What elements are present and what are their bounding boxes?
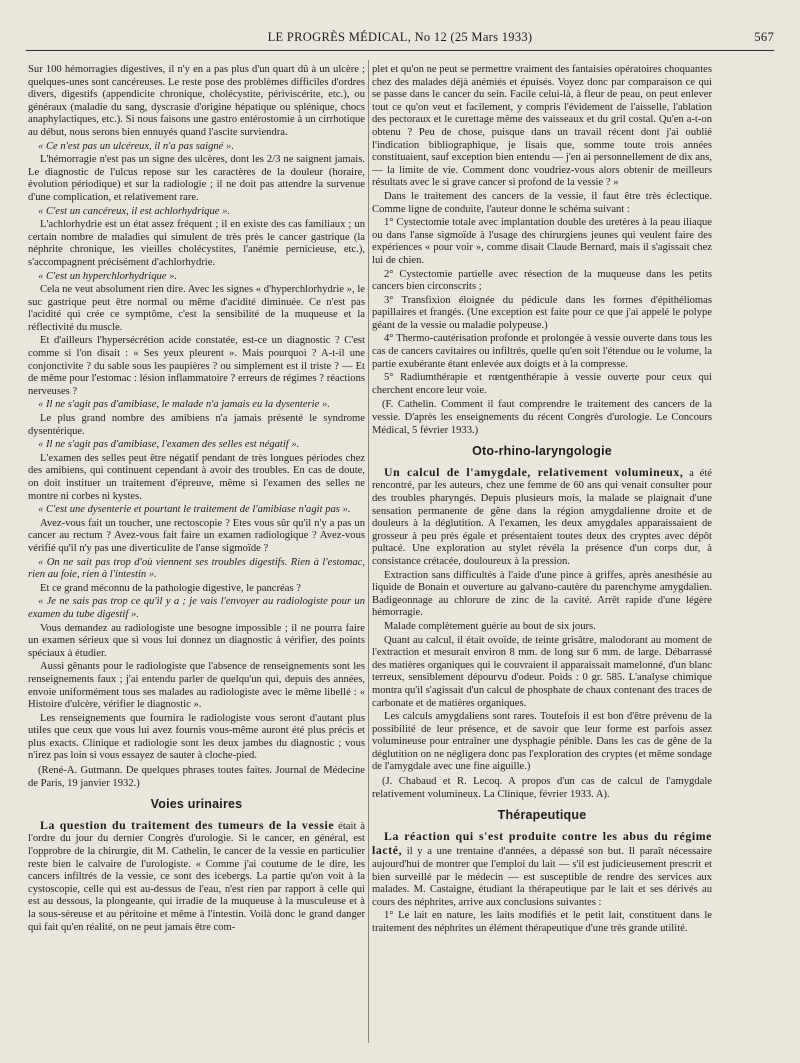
list-item: 1° Cystectomie totale avec implantation double des uretères à la peau iliaque ou dans l'anse sigmoïde à l'usage des chirurgiens jeunes qui veulent faire des expériences « pour voir », comme disait Claude Bernard, mais il s'agissait chez lui de chien.	[372, 217, 712, 266]
citation: (J. Chabaud et R. Lecoq. A propos d'un cas de calcul de l'amygdale relativement volumineux. La Clinique, février 1933. A).	[372, 776, 712, 800]
paragraph: Vous demandez au radiologiste une besogne impossible ; il ne pourra faire un examen sérieux que si vous lui donnez un diagnostic à vérifier, des points spéciaux à étudier.	[28, 622, 365, 659]
page-header	[26, 30, 774, 48]
running-title: LE PROGRÈS MÉDICAL, No 12 (25 Mars 1933)	[267, 30, 533, 44]
column-divider	[368, 60, 369, 1043]
paragraph: Aussi gênants pour le radiologiste que l'absence de renseignements sont les renseignements faux ; j'ai entendu parler de quelqu'un qui, depuis des années, envoie uniformément tous ses malades au radiologiste avec le même libellé : « Histoire d'ulcère, vérifier le diagnostic ».	[28, 661, 365, 711]
list-item: 3° Transfixion éloignée du pédicule dans les formes d'épithéliomas papillaires et frangés. (Une exception est faite pour ce que j'ai appelé le polype géant de la vessie ou maladie polypeuse.)	[372, 294, 712, 331]
header-rule	[26, 50, 774, 51]
citation: (F. Cathelin. Comment il faut comprendre le traitement des cancers de la vessie. D'après les enseignements du récent Congrès d'urologie. Le Concours Médical, 5 février 1933.)	[372, 399, 712, 436]
paragraph: plet et qu'on ne peut se permettre vraiment des fantaisies opératoires choquantes chez des malades déjà anémiés et épuisés. Voyez donc par comparaison ce qui se passe dans le cancer du sein. Facile celui-là, à fleur de peau, on peut enlever tout ce qu'on veut et facilement, y compris l'évidement de l'aisselle, l'ablation des pectoraux et le curettage même des vaisseaux et du gril costal. Qu'en a-t-on obtenu ? Peu de chose, puisque dans un travail récent dont j'ai oublié l'indication bibliographique, je lisais que, somme toute trois années constituaient, sauf exception bien entendu — j'en ai personnellement de dix ans, — la limite de vie. Comment donc voudriez-vous alors obtenir de meilleurs résultats avec le si grave cancer si profond de la vessie ? »	[372, 64, 712, 189]
quoted-phrase: « On ne sait pas trop d'où viennent ses troubles digestifs. Rien à l'estomac, rien au foie, rien à l'intestin ».	[28, 556, 365, 581]
section-heading-voies-urinaires: Voies urinaires	[150, 797, 243, 812]
paragraph: Et d'ailleurs l'hypersécrétion acide constatée, est-ce un diagnostic ? C'est comme si l'on disait : « Ses yeux pleurent ». Mais pourquoi ? A-t-il une conjonctivite ? du sable sous les paupières ? ou simplement est il triste ? — Et de même pour l'estomac : lésion inflammatoire ? erreurs de régimes ? réactions nerveuses ?	[28, 335, 365, 397]
paragraph: Les renseignements que fournira le radiologiste vous seront d'autant plus utiles que ceux que vous lui avez fournis vous-même auront été plus précis et plus exacts. Clinique et radiologie sont les deux jambes du diagnostic ; vous n'irez pas loin si vous essayez de sauter à cloche-pied.	[28, 712, 365, 762]
quoted-phrase: « Ce n'est pas un ulcéreux, il n'a pas saigné ».	[38, 140, 234, 152]
paragraph: Le plus grand nombre des amibiens n'a jamais présenté le syndrome dysentérique.	[28, 413, 365, 437]
paragraph-text: était à l'ordre du jour du dernier Congrès d'urologie. Si le cancer, en général, est l'opprobre de la chirurgie, dit M. Cathelin, le cancer de la vessie en particulier reste bien le calvaire de l'urologiste. « Comme j'ai coutume de le dire, les cancers infiltrés de la vessie, ce sont des icebergs. La partie qu'on voit à la cystoscopie, celle qui est au-dessus de l'eau, n'est rien par rapport à celle qui est au dessous, la plongeante, qui irradie de la muqueuse à la musculeuse et à la sous-séreuse et au péritoine et même à l'intestin. Voilà donc le grand danger qui fait qu'en réalité, on ne peut jamais être com-	[28, 820, 365, 933]
left-column	[28, 64, 365, 1043]
lead-phrase: La question du traitement des tumeurs de la vessie	[40, 817, 335, 832]
list-item: 4° Thermo-cautérisation profonde et prolongée à vessie ouverte dans tous les cas de cancers cavitaires ou infiltrés, quelle qu'en soit l'étendue ou le volume, la partie exubérante étant enlevée aux doigts et à la compresse.	[372, 333, 712, 370]
paragraph-text: il y a une trentaine d'années, a dépassé son but. Il paraît nécessaire aujourd'hui de montrer que l'emploi du lait — s'il est judicieusement prescrit et bien surveillé par le médecin — est susceptible de rendre des services aux malades. M. Castaigne, étudiant la thérapeutique par le lait et ses dérivés au cours des néphrites, arrive aux conclusions suivantes :	[372, 846, 712, 908]
quoted-phrase: « C'est une dysenterie et pourtant le traitement de l'amibiase n'agit pas ».	[38, 504, 351, 516]
quoted-phrase: « C'est un hyperchlorhydrique ».	[38, 270, 178, 282]
citation: (René-A. Gutmann. De quelques phrases toutes faites. Journal de Médecine de Paris, 19 janvier 1932.)	[28, 765, 365, 789]
paragraph: Avez-vous fait un toucher, une rectoscopie ? Etes vous sûr qu'il n'y a pas un cancer au rectum ? Avez-vous fait faire un examen radiologique ? Avez-vous vérifié qu'il n'y pas une diverticulite de l'anse sigmoïde ?	[28, 517, 365, 554]
lead-phrase: La réaction qui s'est produite contre les abus du régime lacté,	[372, 828, 712, 858]
paragraph: Et ce grand méconnu de la pathologie digestive, le pancréas ?	[40, 582, 301, 594]
page-number: 567	[754, 30, 774, 44]
lead-phrase: Un calcul de l'amygdale, relativement volumineux,	[384, 464, 684, 479]
paragraph: L'examen des selles peut être négatif pendant de très longues périodes chez des amibiens, qui continuent cependant à avoir des troubles. En cas de doute, on doit instituer un traitement d'épreuve, même si l'examen des selles ne montre ni corbes ni kystes.	[28, 452, 365, 502]
paragraph: Malade complètement guérie au bout de six jours.	[384, 620, 596, 632]
list-item: 5° Radiumthérapie et rœntgenthérapie à vessie ouverte pour ceux qui cherchent encore leur voie.	[372, 372, 712, 396]
quoted-phrase: « C'est un cancéreux, il est achlorhydrique ».	[38, 205, 231, 217]
quoted-phrase: « Il ne s'agit pas d'amibiase, le malade n'a jamais eu la dysenterie ».	[38, 399, 330, 411]
paragraph: L'achlorhydrie est un état assez fréquent ; il en existe des cas familiaux ; un certain nombre de maladies qui simulent de très près le cancer gastrique (la néphrite chronique, les vieilles cholécystites, l'anémie pernicieuse, etc.), s'accompagnent précisément d'achlorhydrie.	[28, 219, 365, 268]
paragraph: Extraction sans difficultés à l'aide d'une pince à griffes, après anesthésie au liquide de Bonain et ouverture au galvano-cautère du parenchyme amygdalien. Badigeonnage au chlorure de zinc de la cavité. Arrêt rapide d'une légère hémorragie.	[372, 569, 712, 619]
list-item: 2° Cystectomie partielle avec résection de la muqueuse dans les petits cancers bien circonscrits ;	[372, 268, 712, 293]
paragraph: Quant au calcul, il était ovoïde, de teinte grisâtre, malodorant au moment de l'extraction et mesurait environ 8 mm. de long sur 6 mm. de large. Débarrassé des matières organiques qui le couvraient il apparaissait mamelonné, d'un blanc terreux, sensiblement dépourvu d'odeur. Poids : 0 gr. 585. L'analyse chimique montra qu'il s'agissait d'un calcul de phosphate de chaux contenant des traces de carbonate et de matières organiques.	[372, 634, 712, 709]
section-heading-oto-rhino: Oto-rhino-laryngologie	[472, 444, 612, 459]
paragraph: Sur 100 hémorragies digestives, il n'y en a pas plus d'un quart dû à un ulcère ; quelques-unes sont cancéreuses. Le reste pose des problèmes difficiles d'ordres divers, digestifs (appendicite chronique, cholécystite, périviscérite, etc.), ou généraux (maladie du sang, dyscrasie d'origine hépatique ou splénique, chocs anaphylactiques, etc.). Si nous faisons une gastro entérostomie à un cirrhotique au début, nous serons bien ennuyés quand l'ascite surviendra.	[28, 64, 365, 138]
paragraph: Les calculs amygdaliens sont rares. Toutefois il est bon d'être prévenu de la possibilité de leur présence, et de savoir que leur forme est parfois assez volumineuse pour entraîner une dysphagie pénible. Dans les cas de gêne de la déglutition on ne négligera donc pas l'exploration des cryptes (et même sondage de l'amygdale avec une fine aiguille.)	[372, 711, 712, 773]
section-heading-therapeutique: Thérapeutique	[497, 808, 587, 823]
quoted-phrase: « Il ne s'agit pas d'amibiase, l'examen des selles est négatif ».	[38, 439, 300, 451]
quoted-phrase: « Je ne sais pas trop ce qu'il y a ; je vais l'envoyer au radiologiste pour un examen du tube digestif ».	[28, 596, 365, 620]
paragraph: Cela ne veut absolument rien dire. Avec les signes « d'hyperchlorhydrie », le suc gastrique peut être normal ou même d'acidité diminuée. Ce n'est pas l'acidité qui crée ce symptôme, c'est la sensibilité de la muqueuse et la réflectivité du muscle.	[28, 284, 365, 333]
paragraph: Dans le traitement des cancers de la vessie, il faut être très éclectique. Comme ligne de conduite, l'auteur donne le schéma suivant :	[372, 190, 712, 215]
paragraph-text: a été rencontré, par les auteurs, chez une femme de 60 ans qui venait consulter pour des troubles pharyngés. Depuis plusieurs mois, la malade se plaignait d'une sensation permanente de gêne dans la région amygdalienne droite et de douleurs à la déglutition. A l'examen, les deux amygdales apparaissaient de grosseur à peu près égale et présentaient toutes deux des cryptes avec dépôt pultacé. Une exploration au stylet révéla la présence d'un corps dur, à consistance crétacée, douloureux à la pression.	[372, 467, 712, 567]
right-column	[372, 64, 712, 1043]
paragraph: L'hémorragie n'est pas un signe des ulcères, dont les 2/3 ne saignent jamais. Le diagnostic de l'ulcus repose sur les caractères de la douleur (horaire, évolution périodique) et sur la radiologie ; il ne doit pas attendre la survenue d'une complication, et relativement rare.	[28, 154, 365, 203]
paragraph: 1° Le lait en nature, les laits modifiés et le petit lait, constituent dans le traitement des néphrites un élément thérapeutique d'une très grande utilité.	[372, 910, 712, 934]
